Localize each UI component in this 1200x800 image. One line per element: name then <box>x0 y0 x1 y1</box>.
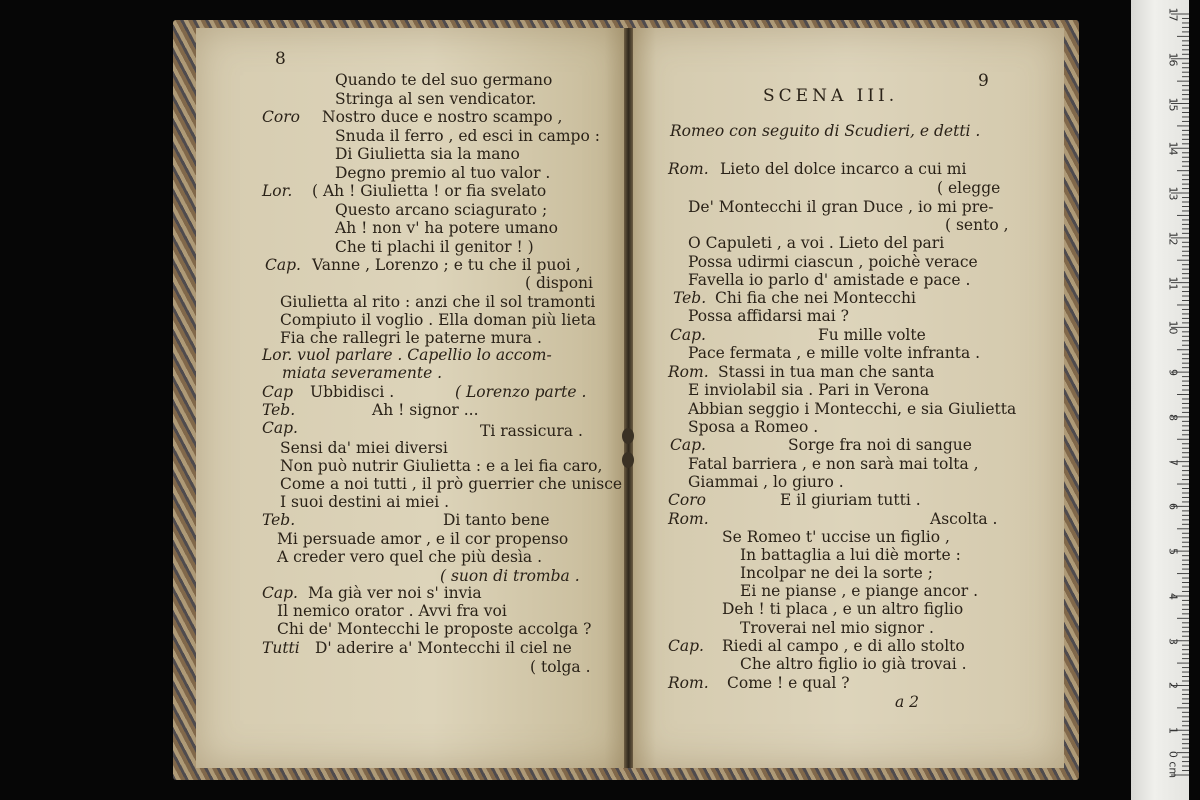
text-line: Abbian seggio i Montecchi, e sia Giulietta <box>688 400 1017 418</box>
text-line: E il giuriam tutti . <box>780 491 921 509</box>
text-line: Cap. <box>670 436 706 454</box>
ruler-ticks <box>1131 0 1189 800</box>
ruler-number: 1 <box>1166 727 1180 735</box>
text-line: Che altro figlio io già trovai . <box>740 655 967 673</box>
text-line: E inviolabil sia . Pari in Verona <box>688 381 930 399</box>
text-line: ( Ah ! Giulietta ! or fia svelato <box>312 182 547 200</box>
text-line: Coro <box>262 108 300 126</box>
text-line: Come ! e qual ? <box>727 674 850 692</box>
ruler-number: 16 <box>1166 52 1180 67</box>
text-line: Mi persuade amor , e il cor propenso <box>277 530 569 548</box>
text-line: Deh ! ti placa , e un altro figlio <box>722 600 964 618</box>
text-line: Sensi da' miei diversi <box>280 439 448 457</box>
text-line: Cap. <box>262 584 298 602</box>
measuring-ruler <box>1131 0 1189 800</box>
text-line: Ubbidisci . <box>310 383 395 401</box>
binding-stitch <box>622 452 634 468</box>
text-line: Come a noi tutti , il prò guerrier che unisce <box>280 475 623 493</box>
text-line: Cap. <box>668 637 704 655</box>
text-line: Lor. <box>262 182 293 200</box>
text-line: Stassi in tua man che santa <box>718 363 935 381</box>
text-line: Ma già ver noi s' invia <box>308 584 482 602</box>
text-line: ( tolga . <box>530 658 591 676</box>
text-line: Incolpar ne dei la sorte ; <box>740 564 934 582</box>
text-line: Giulietta al rito : anzi che il sol tramonti <box>280 293 596 311</box>
text-line: Di Giulietta sia la mano <box>335 145 520 163</box>
text-line: Chi de' Montecchi le proposte accolga ? <box>277 620 592 638</box>
text-line: Cap <box>262 383 294 401</box>
text-line: Compiuto il voglio . Ella doman più lieta <box>280 311 596 329</box>
text-line: Coro <box>668 491 706 509</box>
text-line: Sposa a Romeo . <box>688 418 819 436</box>
text-line: Che ti plachi il genitor ! ) <box>335 238 534 256</box>
text-line: Degno premio al tuo valor . <box>335 164 551 182</box>
text-line: Possa affidarsi mai ? <box>688 307 849 325</box>
text-line: Se Romeo t' uccise un figlio , <box>722 528 950 546</box>
ruler-number: 13 <box>1166 186 1180 201</box>
ruler-number: 5 <box>1166 548 1180 556</box>
text-line: In battaglia a lui diè morte : <box>740 546 961 564</box>
text-line: Ei ne pianse , e piange ancor . <box>740 582 979 600</box>
text-line: ( Lorenzo parte . <box>455 383 587 401</box>
ruler-number: 8 <box>1166 413 1180 421</box>
text-line: Chi fia che nei Montecchi <box>715 289 916 307</box>
ruler-unit: 0 cm <box>1166 750 1180 779</box>
text-line: Quando te del suo germano <box>335 71 553 89</box>
text-line: Ascolta . <box>930 510 998 528</box>
book-gutter <box>624 28 633 768</box>
text-line: Nostro duce e nostro scampo , <box>322 108 563 126</box>
text-line: Non può nutrir Giulietta : e a lei fia caro, <box>280 457 603 475</box>
ruler-number: 4 <box>1166 592 1180 600</box>
text-line: Fia che rallegri le paterne mura . <box>280 329 542 347</box>
text-line: Pace fermata , e mille volte infranta . <box>688 344 981 362</box>
text-line: Ah ! signor ... <box>372 401 479 419</box>
text-line: Di tanto bene <box>443 511 550 529</box>
text-line: Cap. <box>670 326 706 344</box>
text-line: Teb. <box>673 289 707 307</box>
text-line: ( elegge <box>937 179 1001 197</box>
text-line: Possa udirmi ciascun , poichè verace <box>688 253 978 271</box>
text-line: Questo arcano sciagurato ; <box>335 201 548 219</box>
text-line: Rom. <box>668 510 709 528</box>
text-line: Cap. <box>262 419 298 437</box>
text-line: Rom. <box>668 674 709 692</box>
text-line: Rom. <box>668 160 709 178</box>
ruler-number: 15 <box>1166 97 1180 112</box>
text-line: Vanne , Lorenzo ; e tu che il puoi , <box>312 256 581 274</box>
ruler-number: 10 <box>1166 320 1180 335</box>
text-line: Fatal barriera , e non sarà mai tolta , <box>688 455 979 473</box>
text-line: De' Montecchi il gran Duce , io mi pre- <box>688 198 994 216</box>
text-line: Ah ! non v' ha potere umano <box>335 219 558 237</box>
text-line: Rom. <box>668 363 709 381</box>
text-line: I suoi destini ai miei . <box>280 493 450 511</box>
ruler-number: 12 <box>1166 231 1180 246</box>
text-line: Ti rassicura . <box>480 422 583 440</box>
text-line: Sorge fra noi di sangue <box>788 436 972 454</box>
text-line: Teb. <box>262 401 296 419</box>
text-line: Riedi al campo , e di allo stolto <box>722 637 965 655</box>
text-line: D' aderire a' Montecchi il ciel ne <box>315 639 572 657</box>
ruler-number: 9 <box>1166 369 1180 377</box>
text-line: Stringa al sen vendicator. <box>335 90 537 108</box>
ruler-number: 3 <box>1166 637 1180 645</box>
text-line: Fu mille volte <box>818 326 926 344</box>
binding-stitch <box>622 428 634 444</box>
left-page-number: 8 <box>275 49 286 69</box>
ruler-number: 6 <box>1166 503 1180 511</box>
text-line: O Capuleti , a voi . Lieto del pari <box>688 234 945 252</box>
text-line: ( sento , <box>945 216 1009 234</box>
ruler-number: 7 <box>1166 458 1180 466</box>
text-line: ( disponi <box>525 274 594 292</box>
right-page-number: 9 <box>978 71 989 91</box>
text-line: Lor. vuol parlare . Capellio lo accom- <box>262 346 552 364</box>
text-line: Tutti <box>262 639 300 657</box>
scene-heading: SCENA III. <box>763 86 899 106</box>
ruler-number: 2 <box>1166 682 1180 690</box>
text-line: Favella io parlo d' amistade e pace . <box>688 271 971 289</box>
ruler-number: 17 <box>1166 7 1180 22</box>
text-line: Giammai , lo giuro . <box>688 473 844 491</box>
text-line: Snuda il ferro , ed esci in campo : <box>335 127 600 145</box>
ruler-number: 14 <box>1166 141 1180 156</box>
text-line: a 2 <box>895 693 920 711</box>
text-line: ( suon di tromba . <box>440 567 580 585</box>
ruler-number: 11 <box>1166 276 1180 291</box>
text-line: Troverai nel mio signor . <box>740 619 934 637</box>
text-line: A creder vero quel che più desìa . <box>277 548 543 566</box>
text-line: Cap. <box>265 256 301 274</box>
text-line: miata severamente . <box>282 364 443 382</box>
text-line: Teb. <box>262 511 296 529</box>
text-line: Romeo con seguito di Scudieri, e detti . <box>670 122 981 140</box>
text-line: Lieto del dolce incarco a cui mi <box>720 160 967 178</box>
text-line: Il nemico orator . Avvi fra voi <box>277 602 507 620</box>
